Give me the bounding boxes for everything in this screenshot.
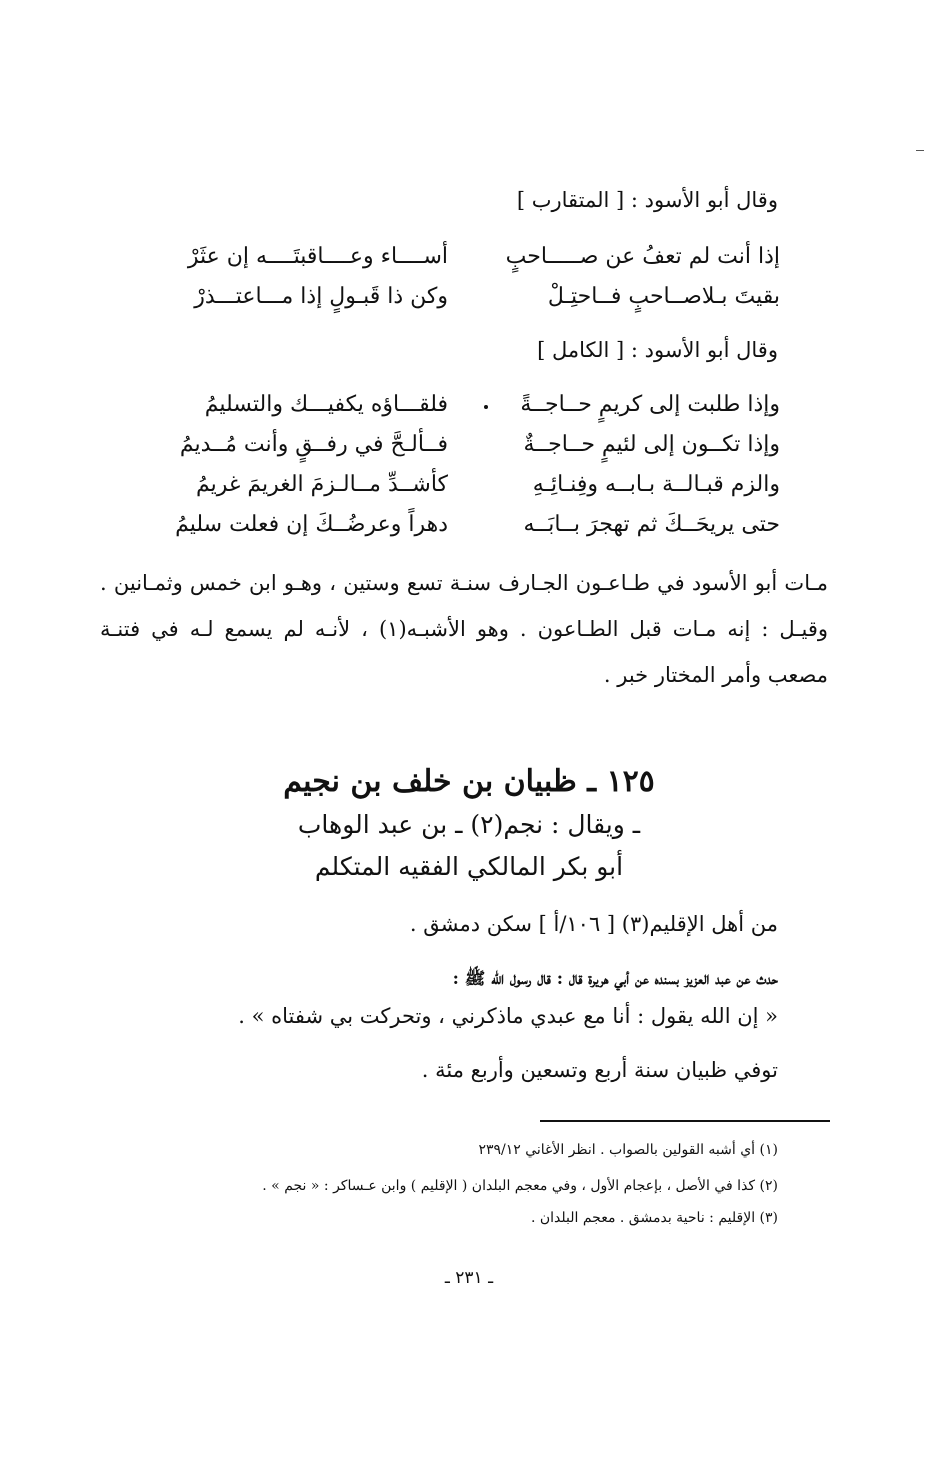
verse-hemistich-left: دهراً وعرضُــكَ إن فعلت سليمُ [175, 512, 448, 537]
verse-hemistich-right: وإذا تكــون إلى لئيمٍ حــاجــةٌ [523, 432, 780, 457]
page-number: ـ ٢٣١ ـ [444, 1268, 494, 1288]
entry-death: توفي ظبيان سنة أربع وتسعين وأربع مئة . [421, 1058, 778, 1082]
verse-hemistich-left: أســــاء وعــــاقبتَــــه إن عثَرْ [187, 244, 448, 269]
verse-hemistich-right: إذا أنت لم تعفُ عن صـــــاحبٍ [505, 244, 780, 269]
poem-intro: وقال أبو الأسود : [ المتقارب ] [516, 188, 778, 212]
footnote: (٢) كذا في الأصل ، بإعجام الأول ، وفي معجم البلدان ( الإقليم ) وابن عـساكر : « نجم » . [262, 1178, 778, 1194]
footnote: (١) أي أشبه القولين بالصواب . انظر الأغاني ٢٣٩/١٢ [478, 1142, 778, 1158]
entry-title: ١٢٥ ـ ظبيان بن خلف بن نجيم [283, 764, 655, 799]
scan-mark [916, 150, 924, 151]
verse-hemistich-left: فــألـحَّ في رفــقٍ وأنت مُــديمُ [179, 432, 448, 457]
verse-hemistich-left: كأشــدِّ مــالـزمَ الغريمَ غريمُ [195, 472, 448, 497]
verse-hemistich-right: وإذا طلبت إلى كريمٍ حــاجــةً [520, 392, 780, 417]
entry-origin: من أهل الإقليم(٣) [ ١٠٦/أ ] سكن دمشق . [409, 912, 778, 936]
verse-hemistich-right: والزم قبـالــة بـابــه وفِنـائِـهِ [532, 472, 780, 497]
verse-hemistich-right: حتى يريحَــكَ ثم تهجرَ بــابَــه [523, 512, 780, 537]
verse-dot [484, 405, 488, 409]
footnote-rule [540, 1120, 830, 1122]
hadith-text: « إن الله يقول : أنا مع عبدي ماذكرني ، وتحركت بي شفتاه » . [238, 1004, 778, 1028]
poem-intro: وقال أبو الأسود : [ الكامل ] [537, 338, 778, 362]
entry-kunya: أبو بكر المالكي الفقيه المتكلم [314, 852, 624, 881]
verse-hemistich-left: فلقـــاؤه يكفيـــك والتسليمُ [204, 392, 448, 417]
hadith-chain: حدث عن عبد العزيز بسنده عن أبي هريرة قال : قال رسول الله ﷺ : [452, 969, 778, 989]
verse-hemistich-left: وكن ذا قَبـولٍ إذا مـــاعتـــذرْ [194, 284, 448, 309]
footnote: (٣) الإقليم : ناحية بدمشق . معجم البلدان . [530, 1210, 778, 1226]
verse-hemistich-right: بقيتَ بـلاصــاحبٍ فــاحتِـلْ [547, 284, 780, 309]
entry-alt-name: ـ ويقال : نجم(٢) ـ بن عبد الوهاب [297, 810, 641, 839]
death-note-paragraph: مـات أبو الأسود في طـاعـون الجـارف سنـة تسع وستين ، وهـو ابن خمس وثمـانين . وقيـل : إنه مـات قبل الطـاعون . وهو الأشبـه(١) ، لأنـه لم يسمع لـه في فتنـة مصعب وأمر المختار خبر . [100, 571, 828, 687]
